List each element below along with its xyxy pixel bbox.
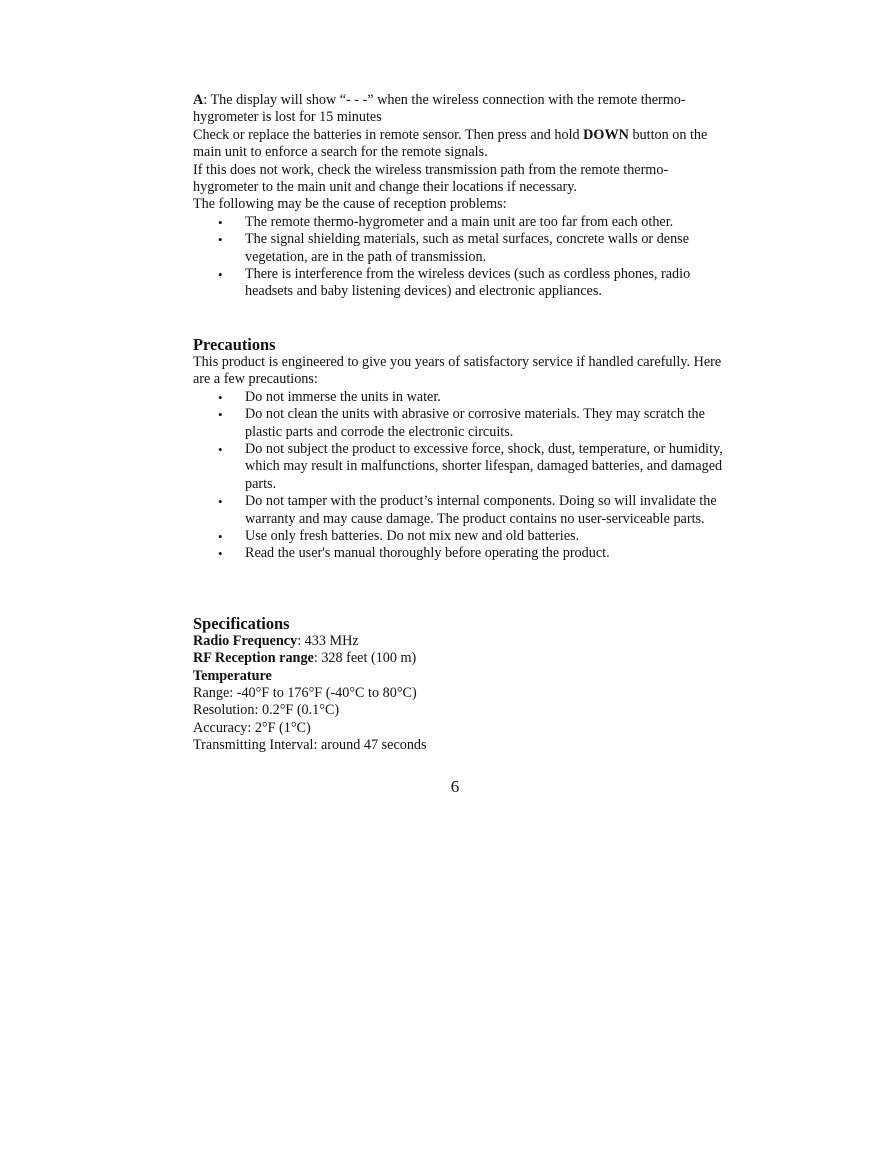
precaution-text: Do not clean the units with abrasive or corrosive materials. They may scratch the plastic parts and corrode the electronic circuits. <box>245 406 705 440</box>
causes-list <box>193 214 733 301</box>
cause-text: There is interference from the wireless devices (such as cordless phones, radio headsets and baby listening devices) and electronic appliances. <box>245 266 691 300</box>
spec-value: : 328 feet (100 m) <box>313 650 417 667</box>
precaution-text: Read the user's manual thoroughly before operating the product. <box>245 545 610 562</box>
spec-radio-frequency <box>193 633 733 650</box>
bullet-icon: • <box>218 407 223 423</box>
fallback-paragraph: If this does not work, check the wireless transmission path from the remote thermo-hygrometer to the main unit and change their locations if necessary. <box>193 161 669 196</box>
spec-temperature-range: Range: -40°F to 176°F (-40°C to 80°C) <box>193 684 417 701</box>
section-spacer <box>193 563 733 614</box>
bullet-icon: • <box>218 441 223 457</box>
precaution-text: Use only fresh batteries. Do not mix new and old batteries. <box>245 527 580 544</box>
spec-rf-range <box>193 650 733 667</box>
check-paragraph <box>193 127 733 162</box>
check-text-after: button on the main unit to enforce a search for the remote signals. <box>193 126 708 161</box>
list-item <box>193 528 733 545</box>
spec-temperature-resolution: Resolution: 0.2°F (0.1°C) <box>193 702 340 719</box>
list-item <box>193 545 733 562</box>
spec-transmit-interval: Transmitting Interval: around 47 seconds <box>193 737 427 754</box>
list-item <box>193 266 733 301</box>
answer-paragraph <box>193 92 733 127</box>
spec-label: Radio Frequency <box>193 632 298 649</box>
document-body <box>193 92 733 755</box>
bullet-icon: • <box>218 232 223 248</box>
bullet-icon: • <box>218 389 223 405</box>
page-number: 6 <box>450 777 460 796</box>
spec-value: : 433 MHz <box>297 632 359 649</box>
causes-intro: The following may be the cause of reception problems: <box>193 196 507 213</box>
list-item <box>193 441 733 493</box>
list-item <box>193 493 733 528</box>
precaution-text: Do not subject the product to excessive force, shock, dust, temperature, or humidity, which may result in malfunctions, shorter lifespan, damaged batteries, and damaged parts. <box>245 440 723 492</box>
precaution-text: Do not tamper with the product’s internal components. Doing so will invalidate the warranty and may cause damage. The product contains no user-serviceable parts. <box>245 493 717 527</box>
bullet-icon: • <box>218 214 223 230</box>
spec-temperature-heading: Temperature <box>193 667 272 684</box>
bullet-icon: • <box>218 528 223 544</box>
precaution-text: Do not immerse the units in water. <box>245 388 441 405</box>
precautions-heading: Precautions <box>193 334 276 354</box>
bullet-icon: • <box>218 546 223 562</box>
cause-text: The remote thermo-hygrometer and a main unit are too far from each other. <box>245 213 674 230</box>
bullet-icon: • <box>218 267 223 283</box>
spec-temperature-accuracy: Accuracy: 2°F (1°C) <box>193 719 311 736</box>
answer-text: : The display will show “- - -” when the wireless connection with the remote thermo-hygrometer is lost for 15 minutes <box>193 92 686 126</box>
down-button-name: DOWN <box>583 126 629 143</box>
answer-label: A <box>193 92 204 108</box>
check-text-before: Check or replace the batteries in remote sensor. Then press and hold <box>193 126 584 143</box>
cause-text: The signal shielding materials, such as metal surfaces, concrete walls or dense vegetation, are in the path of transmission. <box>245 231 689 265</box>
list-item <box>193 231 733 266</box>
list-item <box>193 406 733 441</box>
precautions-intro: This product is engineered to give you years of satisfactory service if handled carefully. Here are a few precautions: <box>193 353 722 388</box>
spec-label: RF Reception range <box>193 650 314 667</box>
specifications-heading: Specifications <box>193 613 290 633</box>
bullet-icon: • <box>218 494 223 510</box>
precautions-list <box>193 389 733 563</box>
section-spacer <box>193 301 733 335</box>
list-item <box>193 214 733 231</box>
list-item <box>193 389 733 406</box>
